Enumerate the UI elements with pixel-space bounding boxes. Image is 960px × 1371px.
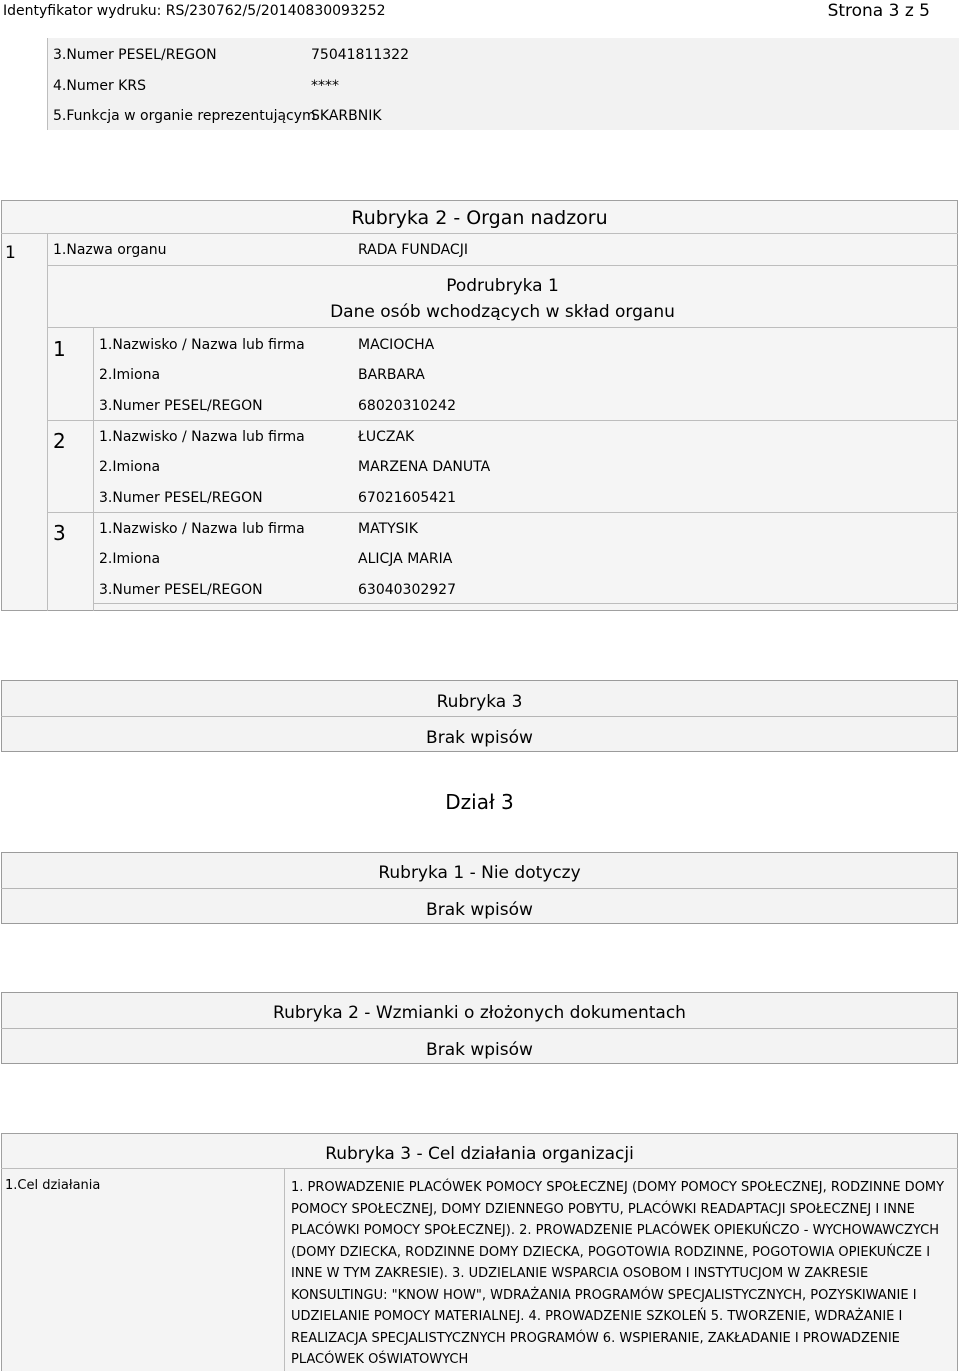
- cel-title: Rubryka 3 - Cel działania organizacji: [325, 1144, 634, 1164]
- cel-text: 1. PROWADZENIE PLACÓWEK POMOCY SPOŁECZNEJ (DOMY POMOCY SPOŁECZNEJ, RODZINNE DOMY POMOCY SPOŁECZNEJ, DOMY DZIENNEGO POBYTU, PLACÓWKI READAPTACJI SPOŁECZNEJ I INNE PLACÓWKI POMOCY SPOŁECZNEJ). 2. PROWADZENIE PLACÓWEK OPIEKUŃCZO - WYCHOWAWCZYCH (DOMY DZIECKA, RODZINNE DOMY DZIECKA, POGOTOWIA RODZINNE, POGOTOWIA OPIEKUŃCZE I INNE W TYM ZAKRESIE). 3. UDZIELANIE WSPARCIA OSOBOM I INSTYTUCJOM W ZAKRESIE KONSULTINGU: "KNOW HOW", WDRAŻANIA PROGRAMÓW SPECJALISTYCZNYCH, POZYSKIWANIE I UDZIELANIE POMOCY MATERIALNEJ. 4. PROWADZENIE SZKOLEŃ 5. TWORZENIE, WDRAŻANIE I REALIZACJA SPECJALISTYCZNYCH PROGRAMÓW 6. WSPIERANIE, ZAKŁADANIE I PROWADZENIE PLACÓWEK OŚWIATOWYCH: [291, 1180, 945, 1367]
- krs-label: 4.Numer KRS: [53, 78, 146, 94]
- names-value: ALICJA MARIA: [358, 551, 453, 567]
- print-identifier: Identyfikator wydruku: RS/230762/5/20140830093252: [3, 3, 386, 19]
- names-value: BARBARA: [358, 367, 425, 383]
- person-index: 3: [53, 521, 66, 545]
- surname-label: 1.Nazwisko / Nazwa lub firma: [99, 337, 305, 353]
- rubryka1-title: Rubryka 1 - Nie dotyczy: [378, 863, 581, 883]
- function-value: SKARBNIK: [311, 108, 382, 124]
- cel-label: 1.Cel działania: [5, 1178, 101, 1193]
- surname-label: 1.Nazwisko / Nazwa lub firma: [99, 429, 305, 445]
- organ-title: Rubryka 2 - Organ nadzoru: [351, 207, 608, 229]
- pesel-value: 68020310242: [358, 398, 456, 414]
- person-index: 2: [53, 429, 66, 453]
- krs-value: ****: [311, 78, 339, 94]
- dzial3-title: Dział 3: [445, 790, 514, 814]
- pesel-label: 3.Numer PESEL/REGON: [99, 490, 263, 506]
- organ-name-value: RADA FUNDACJI: [358, 242, 468, 258]
- pesel-label: 3.Numer PESEL/REGON: [99, 582, 263, 598]
- pesel-label: 3.Numer PESEL/REGON: [53, 47, 217, 63]
- function-label: 5.Funkcja w organie reprezentującym: [53, 108, 316, 124]
- organ-name-label: 1.Nazwa organu: [53, 242, 167, 258]
- pesel-label: 3.Numer PESEL/REGON: [99, 398, 263, 414]
- names-value: MARZENA DANUTA: [358, 459, 491, 475]
- names-label: 2.Imiona: [99, 459, 161, 475]
- sub-title: Podrubryka 1: [446, 276, 559, 296]
- sub-subtitle: Dane osób wchodzących w skład organu: [330, 302, 675, 322]
- rubryka3-empty: Brak wpisów: [426, 728, 533, 748]
- surname-value: ŁUCZAK: [358, 429, 415, 445]
- names-label: 2.Imiona: [99, 367, 161, 383]
- pesel-value: 63040302927: [358, 582, 456, 598]
- page-number: Strona 3 z 5: [827, 1, 930, 21]
- surname-value: MACIOCHA: [358, 337, 435, 353]
- rubryka2-empty: Brak wpisów: [426, 1040, 533, 1060]
- surname-value: MATYSIK: [358, 521, 418, 537]
- rubryka3-title: Rubryka 3: [436, 692, 523, 712]
- names-label: 2.Imiona: [99, 551, 161, 567]
- rubryka2-title: Rubryka 2 - Wzmianki o złożonych dokumentach: [273, 1003, 686, 1023]
- surname-label: 1.Nazwisko / Nazwa lub firma: [99, 521, 305, 537]
- rubryka1-empty: Brak wpisów: [426, 900, 533, 920]
- pesel-value: 67021605421: [358, 490, 456, 506]
- pesel-value: 75041811322: [311, 47, 409, 63]
- organ-index: 1: [5, 243, 16, 263]
- person-index: 1: [53, 337, 66, 361]
